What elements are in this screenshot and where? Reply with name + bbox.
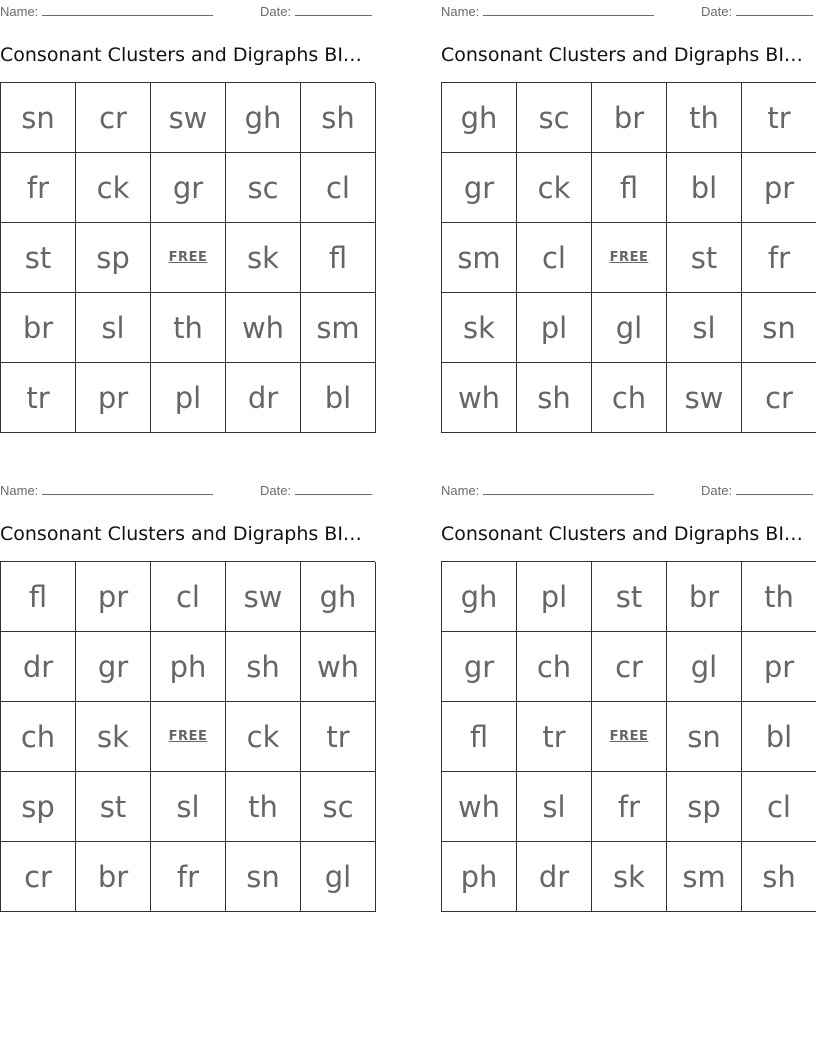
bingo-cell: st <box>667 223 742 293</box>
bingo-cell: fr <box>151 842 226 912</box>
bingo-cell: dr <box>1 632 76 702</box>
bingo-cell: sl <box>76 293 151 363</box>
bingo-cell: sl <box>517 772 592 842</box>
bingo-cell: sw <box>667 363 742 433</box>
bingo-cell: sn <box>226 842 301 912</box>
bingo-cell: fl <box>1 562 76 632</box>
bingo-cell: gh <box>301 562 376 632</box>
date-label: Date: <box>260 4 292 19</box>
bingo-cell: gl <box>301 842 376 912</box>
bingo-cell: sc <box>301 772 376 842</box>
bingo-grid <box>441 561 816 912</box>
name-line <box>483 3 654 16</box>
card-title: Consonant Clusters and Digraphs BI… <box>0 44 362 66</box>
name-field <box>0 3 213 19</box>
bingo-cell: wh <box>301 632 376 702</box>
bingo-card <box>441 479 816 912</box>
bingo-cell: pr <box>76 562 151 632</box>
bingo-cell: sh <box>226 632 301 702</box>
date-label: Date: <box>701 483 733 498</box>
card-title: Consonant Clusters and Digraphs BI… <box>0 523 362 545</box>
bingo-cell: sn <box>1 83 76 153</box>
bingo-cell: gr <box>442 153 517 223</box>
card-header <box>0 479 376 499</box>
bingo-cell: gl <box>592 293 667 363</box>
name-label: Name: <box>0 483 39 498</box>
bingo-cell: fl <box>301 223 376 293</box>
bingo-cell: th <box>742 562 816 632</box>
bingo-cell: st <box>592 562 667 632</box>
bingo-cell: br <box>667 562 742 632</box>
bingo-cell: sn <box>667 702 742 772</box>
bingo-cell: gh <box>442 83 517 153</box>
bingo-cell: br <box>592 83 667 153</box>
date-field <box>260 3 372 19</box>
bingo-cell: sm <box>442 223 517 293</box>
bingo-cell: tr <box>1 363 76 433</box>
date-label: Date: <box>260 483 292 498</box>
bingo-cell: th <box>226 772 301 842</box>
bingo-cell: pr <box>76 363 151 433</box>
bingo-cell: gr <box>442 632 517 702</box>
bingo-cell: wh <box>442 772 517 842</box>
bingo-cell: sw <box>226 562 301 632</box>
date-label: Date: <box>701 4 733 19</box>
bingo-cell: cr <box>742 363 816 433</box>
bingo-cell: dr <box>226 363 301 433</box>
bingo-cell: sp <box>1 772 76 842</box>
bingo-grid <box>441 82 816 433</box>
bingo-cell: sh <box>742 842 816 912</box>
bingo-cell: sh <box>517 363 592 433</box>
bingo-cell: pl <box>517 562 592 632</box>
bingo-cell: tr <box>517 702 592 772</box>
free-space: FREE <box>592 223 667 293</box>
bingo-cell: wh <box>226 293 301 363</box>
bingo-cell: sn <box>742 293 816 363</box>
bingo-cell: cr <box>592 632 667 702</box>
date-line <box>736 3 813 16</box>
bingo-cell: sl <box>667 293 742 363</box>
name-line <box>42 3 213 16</box>
bingo-grid <box>0 561 375 912</box>
free-space: FREE <box>151 223 226 293</box>
name-line <box>483 482 654 495</box>
bingo-cell: ch <box>517 632 592 702</box>
bingo-cell: ph <box>151 632 226 702</box>
bingo-cell: sk <box>442 293 517 363</box>
bingo-cell: dr <box>517 842 592 912</box>
bingo-cell: sc <box>226 153 301 223</box>
bingo-cell: ph <box>442 842 517 912</box>
bingo-card <box>0 479 376 912</box>
free-space: FREE <box>592 702 667 772</box>
name-field <box>0 482 213 498</box>
card-header <box>441 479 816 499</box>
bingo-cell: sk <box>226 223 301 293</box>
bingo-cell: cr <box>76 83 151 153</box>
bingo-cell: pr <box>742 153 816 223</box>
bingo-cell: gh <box>226 83 301 153</box>
bingo-cell: cl <box>742 772 816 842</box>
bingo-card <box>0 0 376 433</box>
bingo-cell: br <box>76 842 151 912</box>
date-field <box>701 3 813 19</box>
bingo-cell: cl <box>517 223 592 293</box>
bingo-cell: sk <box>592 842 667 912</box>
bingo-card <box>441 0 816 433</box>
date-field <box>701 482 813 498</box>
bingo-cell: ck <box>226 702 301 772</box>
bingo-cell: ch <box>592 363 667 433</box>
bingo-cell: st <box>76 772 151 842</box>
card-header <box>441 0 816 20</box>
card-title: Consonant Clusters and Digraphs BI… <box>441 523 803 545</box>
bingo-cell: pl <box>517 293 592 363</box>
name-field <box>441 3 654 19</box>
bingo-cell: pl <box>151 363 226 433</box>
bingo-cell: pr <box>742 632 816 702</box>
bingo-cell: ck <box>517 153 592 223</box>
bingo-cell: sw <box>151 83 226 153</box>
name-field <box>441 482 654 498</box>
bingo-cell: cr <box>1 842 76 912</box>
bingo-grid <box>0 82 375 433</box>
bingo-cell: sm <box>301 293 376 363</box>
bingo-cell: bl <box>301 363 376 433</box>
name-label: Name: <box>441 4 480 19</box>
date-field <box>260 482 372 498</box>
bingo-cell: br <box>1 293 76 363</box>
card-header <box>0 0 376 20</box>
name-label: Name: <box>441 483 480 498</box>
card-title: Consonant Clusters and Digraphs BI… <box>441 44 803 66</box>
bingo-cell: gr <box>151 153 226 223</box>
bingo-cell: st <box>1 223 76 293</box>
bingo-cell: ch <box>1 702 76 772</box>
name-label: Name: <box>0 4 39 19</box>
bingo-cell: wh <box>442 363 517 433</box>
name-line <box>42 482 213 495</box>
bingo-cell: sp <box>76 223 151 293</box>
bingo-cell: tr <box>742 83 816 153</box>
date-line <box>736 482 813 495</box>
bingo-cell: sk <box>76 702 151 772</box>
date-line <box>295 3 372 16</box>
bingo-cell: bl <box>667 153 742 223</box>
bingo-cell: sm <box>667 842 742 912</box>
bingo-cell: cl <box>151 562 226 632</box>
bingo-cell: sl <box>151 772 226 842</box>
bingo-cell: fr <box>1 153 76 223</box>
bingo-cell: gl <box>667 632 742 702</box>
bingo-cell: fr <box>742 223 816 293</box>
bingo-cell: fr <box>592 772 667 842</box>
bingo-cell: th <box>667 83 742 153</box>
bingo-cell: sp <box>667 772 742 842</box>
bingo-cell: gr <box>76 632 151 702</box>
bingo-cell: tr <box>301 702 376 772</box>
bingo-cell: gh <box>442 562 517 632</box>
bingo-cell: sc <box>517 83 592 153</box>
bingo-cell: cl <box>301 153 376 223</box>
bingo-cell: sh <box>301 83 376 153</box>
free-space: FREE <box>151 702 226 772</box>
bingo-cell: ck <box>76 153 151 223</box>
bingo-cell: fl <box>592 153 667 223</box>
bingo-cell: fl <box>442 702 517 772</box>
date-line <box>295 482 372 495</box>
bingo-cell: th <box>151 293 226 363</box>
bingo-cell: bl <box>742 702 816 772</box>
